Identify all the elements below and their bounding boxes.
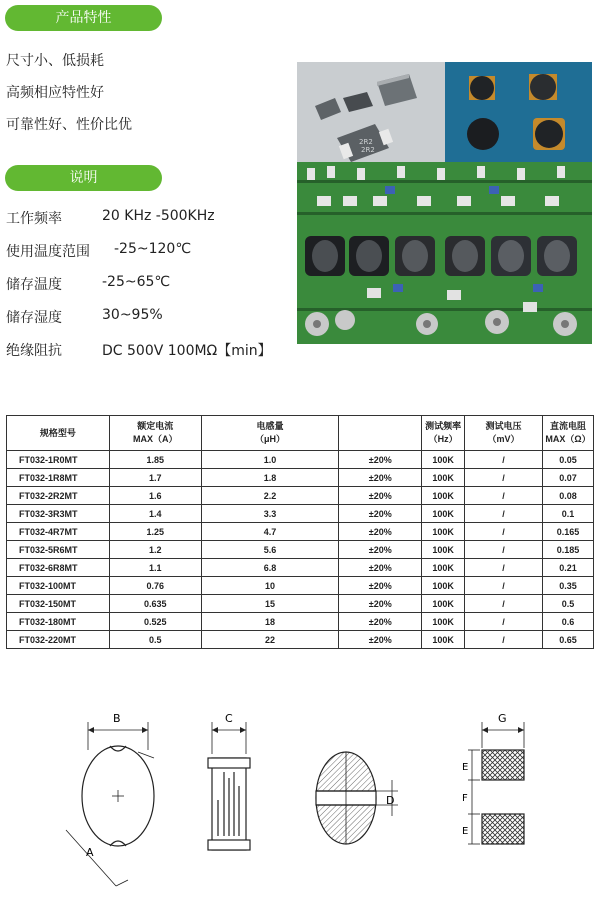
table-row [7,541,594,559]
table-row [7,451,594,469]
header-inductance: 电感量 （μH） [201,416,339,451]
spec-label: 储存温度 [6,277,62,293]
dim-label-b: B [113,712,121,725]
spec-value: 30~95% [102,307,163,323]
cell-voltage: / [465,577,543,595]
cell-frequency: 100K [422,523,465,541]
photo-chip-label: 2R2 [359,138,373,146]
cell-dcr: 0.35 [543,577,594,595]
spec-value: -25~120℃ [114,241,192,257]
spec-label: 绝缘阻抗 [6,343,62,359]
table-row [7,631,594,649]
cell-model: FT032-5R6MT [7,541,110,559]
cell-dcr: 0.21 [543,559,594,577]
cell-model: FT032-100MT [7,577,110,595]
cell-frequency: 100K [422,451,465,469]
cell-inductance: 2.2 [201,487,339,505]
cell-model: FT032-150MT [7,595,110,613]
cell-model: FT032-180MT [7,613,110,631]
cell-inductance: 15 [201,595,339,613]
cell-frequency: 100K [422,613,465,631]
cell-frequency: 100K [422,631,465,649]
table-header-row [7,416,594,451]
cell-inductance: 3.3 [201,505,339,523]
dim-label-e: E [462,826,469,837]
cell-current: 0.525 [109,613,201,631]
cell-frequency: 100K [422,559,465,577]
spec-value: DC 500V 100MΩ【min】 [102,343,272,359]
cell-voltage: / [465,523,543,541]
cell-dcr: 0.6 [543,613,594,631]
cell-tolerance: ±20% [339,487,422,505]
cell-inductance: 5.6 [201,541,339,559]
cell-tolerance: ±20% [339,469,422,487]
dim-label-e: E [462,762,469,773]
cell-tolerance: ±20% [339,523,422,541]
cell-dcr: 0.185 [543,541,594,559]
cell-dcr: 0.08 [543,487,594,505]
header-tolerance [339,416,422,451]
cell-dcr: 0.165 [543,523,594,541]
cell-dcr: 0.65 [543,631,594,649]
cell-dcr: 0.1 [543,505,594,523]
cell-dcr: 0.05 [543,451,594,469]
cell-dcr: 0.5 [543,595,594,613]
header-model: 规格型号 [7,416,110,451]
cell-current: 1.2 [109,541,201,559]
cell-voltage: / [465,631,543,649]
table-row [7,559,594,577]
feature-item: 高频相应特性好 [6,85,104,101]
feature-item: 尺寸小、低损耗 [6,53,104,69]
header-frequency: 测试频率 （Hz） [422,416,465,451]
table-row [7,613,594,631]
table-row [7,469,594,487]
header-dcr: 直流电阻 MAX（Ω） [543,416,594,451]
dimension-drawings [0,700,600,902]
cell-current: 1.6 [109,487,201,505]
top-view-drawing [66,722,154,886]
dim-label-f: F [462,793,468,804]
photo-chip-label: 2R2 [361,146,375,154]
cell-model: FT032-1R0MT [7,451,110,469]
dim-label-c: C [225,712,233,725]
spec-label: 使用温度范围 [6,244,90,260]
section-title-features: 产品特性 [5,5,162,31]
cell-current: 1.85 [109,451,201,469]
cell-voltage: / [465,487,543,505]
cell-inductance: 4.7 [201,523,339,541]
spec-label: 储存湿度 [6,310,62,326]
table-row [7,523,594,541]
dim-label-a: A [86,846,94,859]
cell-tolerance: ±20% [339,577,422,595]
cell-model: FT032-3R3MT [7,505,110,523]
cell-voltage: / [465,559,543,577]
dim-label-g: G [498,712,507,725]
cell-tolerance: ±20% [339,559,422,577]
cell-voltage: / [465,541,543,559]
cell-inductance: 1.8 [201,469,339,487]
cell-current: 0.5 [109,631,201,649]
cell-frequency: 100K [422,469,465,487]
cell-model: FT032-220MT [7,631,110,649]
cell-frequency: 100K [422,487,465,505]
cell-current: 1.7 [109,469,201,487]
cell-current: 1.1 [109,559,201,577]
product-photo [297,62,592,344]
cell-voltage: / [465,451,543,469]
cell-model: FT032-2R2MT [7,487,110,505]
header-voltage: 测试电压 （mV） [465,416,543,451]
cell-tolerance: ±20% [339,541,422,559]
land-pattern-drawing [468,722,524,844]
table-row [7,487,594,505]
cell-current: 0.76 [109,577,201,595]
cell-tolerance: ±20% [339,631,422,649]
cell-current: 1.25 [109,523,201,541]
cell-model: FT032-4R7MT [7,523,110,541]
cell-inductance: 22 [201,631,339,649]
cell-inductance: 1.0 [201,451,339,469]
cell-inductance: 6.8 [201,559,339,577]
table-row [7,577,594,595]
cell-model: FT032-6R8MT [7,559,110,577]
spec-table [6,415,594,649]
cell-current: 0.635 [109,595,201,613]
cell-current: 1.4 [109,505,201,523]
cell-inductance: 18 [201,613,339,631]
feature-item: 可靠性好、性价比优 [6,117,132,133]
cell-tolerance: ±20% [339,595,422,613]
cell-voltage: / [465,469,543,487]
cell-tolerance: ±20% [339,505,422,523]
dim-label-d: D [386,794,395,807]
table-row [7,595,594,613]
cell-voltage: / [465,505,543,523]
cell-tolerance: ±20% [339,613,422,631]
cell-frequency: 100K [422,577,465,595]
spec-value: -25~65℃ [102,274,171,290]
cell-model: FT032-1R8MT [7,469,110,487]
cell-dcr: 0.07 [543,469,594,487]
spec-value: 20 KHz -500KHz [102,208,215,224]
cell-inductance: 10 [201,577,339,595]
cell-voltage: / [465,613,543,631]
cell-frequency: 100K [422,541,465,559]
spec-label: 工作频率 [6,211,62,227]
cell-voltage: / [465,595,543,613]
section-title-description: 说明 [5,165,162,191]
table-row [7,505,594,523]
side-view-drawing [208,722,250,850]
cell-frequency: 100K [422,505,465,523]
cell-frequency: 100K [422,595,465,613]
cell-tolerance: ±20% [339,451,422,469]
header-current: 额定电流 MAX（A） [109,416,201,451]
